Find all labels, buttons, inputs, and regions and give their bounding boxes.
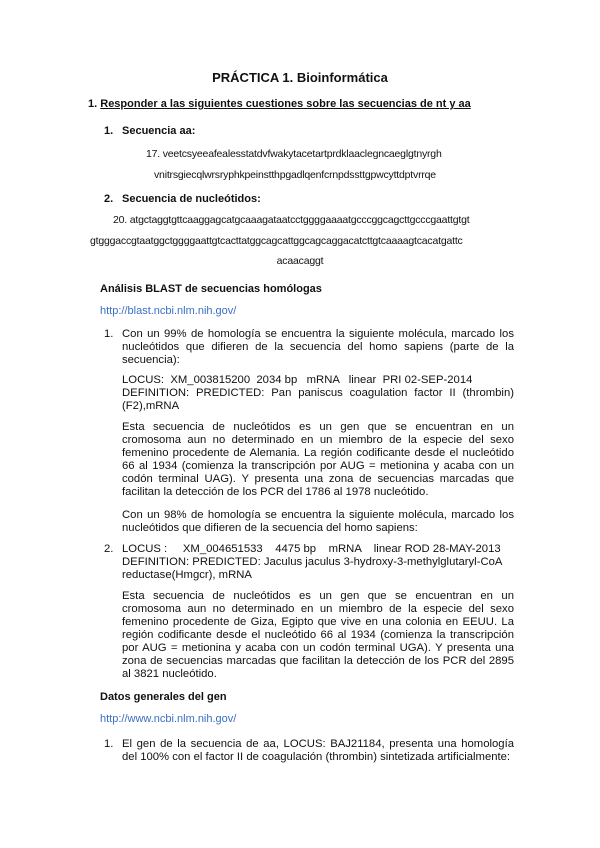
nt-seq-line2: gtgggaccgtaatggctggggaattgtcacttatggcagcattggcagcaggacatcttgtcaaaagtcacatgattc xyxy=(90,235,463,247)
gene-item1-number: 1. xyxy=(104,738,114,750)
blast-item1-locus: LOCUS: XM_003815200 2034 bp mRNA linear PRI 02-SEP-2014 xyxy=(122,374,473,386)
nt-label: Secuencia de nucleótidos: xyxy=(122,193,261,205)
blast-link[interactable]: http://blast.ncbi.nlm.nih.gov/ xyxy=(100,305,237,317)
blast-item2-locus: LOCUS : XM_004651533 4475 bp mRNA linear ROD 28-MAY-2013 xyxy=(122,543,501,555)
blast-item1-intro: Con un 99% de homología se encuentra la siguiente molécula, marcado los nucleótidos que difieren de la secuencia del homo sapiens (parte de la secuencia): xyxy=(122,328,514,366)
gene-link[interactable]: http://www.ncbi.nlm.nih.gov/ xyxy=(100,713,237,725)
nt-number: 2. xyxy=(104,193,114,205)
gene-item1-text: El gen de la secuencia de aa, LOCUS: BAJ21184, presenta una homología del 100% con el factor II de coagulación (thrombin) sintetizada artificialmente: xyxy=(122,738,514,763)
aa-seq-line2: vnitrsgiecqlwrsryphkpeinstthpgadlqenfcrnpdssttgpwcyttdptvrrqe xyxy=(154,169,436,181)
section-heading xyxy=(88,98,471,110)
aa-seq-line1: 17. veetcsyeeafealesstatdvfwakytacetartprdklaaclegncaeglgtnyrgh xyxy=(146,148,442,160)
blast-item2-definition: DEFINITION: PREDICTED: Jaculus jaculus 3-hydroxy-3-methylglutaryl-CoA reductase(Hmgcr), mRNA xyxy=(122,556,502,581)
blast-item1-intro2: Con un 98% de homología se encuentra la siguiente molécula, marcado los nucleótidos que difieren de la secuencia del homo sapiens: xyxy=(122,509,514,534)
blast-item1-definition: DEFINITION: PREDICTED: Pan paniscus coagulation factor II (thrombin) (F2),mRNA xyxy=(122,387,514,412)
blast-heading: Análisis BLAST de secuencias homólogas xyxy=(100,283,322,295)
page-title: PRÁCTICA 1. Bioinformática xyxy=(212,70,388,85)
nt-seq-line3: acaacaggt xyxy=(276,255,324,267)
section-heading-text: Responder a las siguientes cuestiones sobre las secuencias de nt y aa xyxy=(100,98,471,110)
blast-item2-number: 2. xyxy=(104,543,114,555)
blast-item1-desc: Esta secuencia de nucleótidos es un gen que se encuentran en un cromosoma aun no determinado en un miembro de la especie del sexo femenino procedente de Alemania. La región codificante desde el nucleótido 66 al 1934 (comienza la transcripción por AUG = metionina y acaba con un codón terminal UAG). Y presenta una zona de secuencias marcadas que facilitan la detección de los PCR del 1786 al 1978 nucleótido. xyxy=(122,421,514,498)
blast-item1-number: 1. xyxy=(104,328,114,340)
aa-number: 1. xyxy=(104,125,114,137)
blast-item2-desc: Esta secuencia de nucleótidos es un gen que se encuentran en un cromosoma aun no determinado en un miembro de la especie del sexo femenino procedente de Giza, Egipto que vive en una colonia en EEUU. La región codificante desde el nucleótido 66 al 1934 (comienza la transcripción por AUG = metionina y acaba con un codón terminal UGA). Y presenta una zona de secuencias marcadas que facilitan la detección de los PCR del 2895 al 3821 nucleótido. xyxy=(122,590,514,680)
gene-heading: Datos generales del gen xyxy=(100,691,227,703)
nt-seq-line1: 20. atgctaggtgttcaaggagcatgcaaagataatcctggggaaaatgcccggcagcttgcccgaattgtgt xyxy=(113,214,470,226)
aa-label: Secuencia aa: xyxy=(122,125,196,137)
section-number: 1. xyxy=(88,98,98,110)
